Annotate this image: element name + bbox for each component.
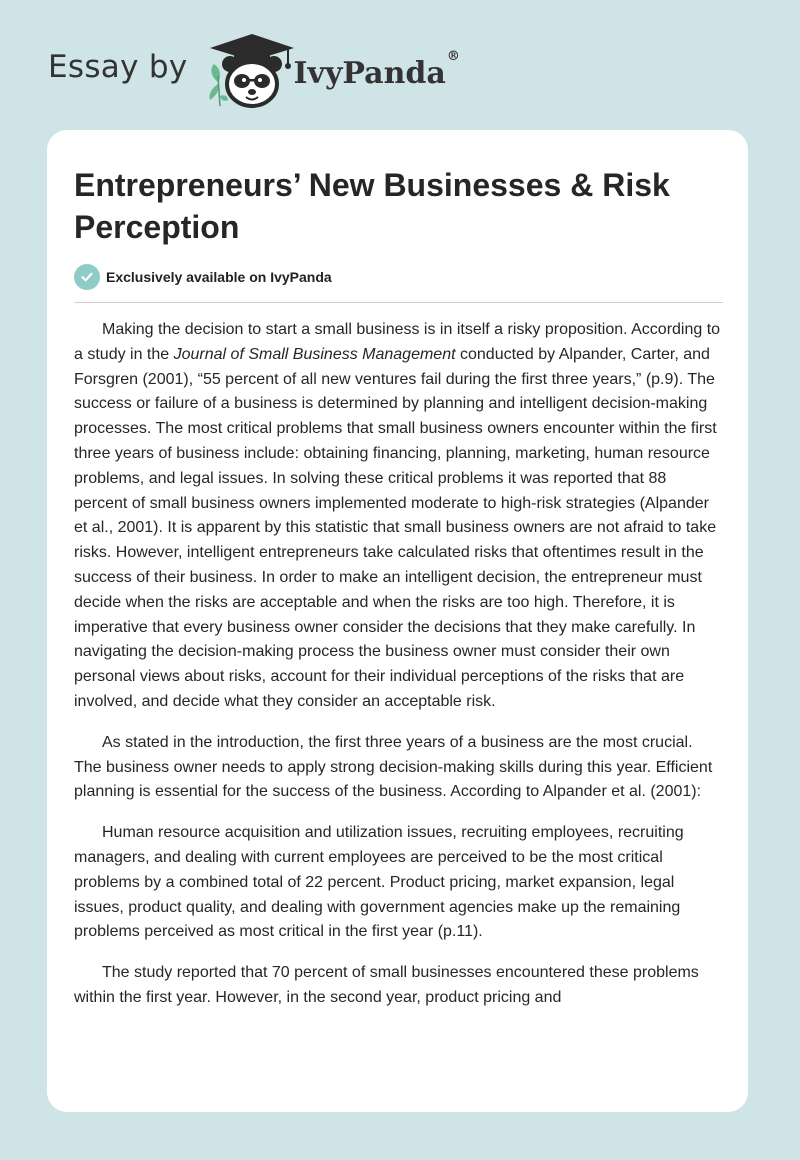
paragraph: The study reported that 70 percent of small businesses encountered these problems within the first year. However, in the second year, product pricing and [74, 964, 699, 1006]
page-title: Entrepreneurs’ New Businesses & Risk Perception [74, 167, 670, 245]
trademark-symbol: ® [446, 48, 460, 64]
brand-logo-text[interactable] [293, 48, 460, 91]
essay-by-label: Essay by [48, 49, 188, 85]
paragraph [74, 318, 724, 715]
check-circle-icon [74, 264, 100, 290]
article-card [47, 130, 748, 1112]
paragraph-text: conducted by Alpander, Carter, and Forsgren (2001), “55 percent of all new ventures fail during the first three years,” (p.9). The success or failure of a business is determined by planning and intelligent decision-making processes. The most critical problems that small business owners encounter within the first three years of business include: obtaining financing, planning, marketing, human resource problems, and legal issues. In solving these critical problems it was reported that 88 percent of small business owners implemented moderate to high-risk strategies (Alpander et al., 2001). It is apparent by this statistic that small business owners are not afraid to take risks. However, intelligent entrepreneurs take calculated risks that oftentimes result in the success of their business. In order to make an intelligent decision, the entrepreneur must decide when the risks are acceptable and when the risks are too high. Therefore, it is imperative that every business owner consider the decisions that they make carefully. In navigating the decision-making process the business owner must consider their own personal views about risks, account for their individual perceptions of the risks that are involved, and decide what they consider an acceptable risk. [74, 345, 717, 710]
paragraph: As stated in the introduction, the first three years of a business are the most crucial. The business owner needs to apply strong decision-making skills during this year. Efficient planning is essential for the success of the business. According to Alpander et al. (2001): [74, 733, 713, 801]
title-divider [74, 302, 723, 303]
site-header [48, 30, 460, 110]
journal-title: Journal of Small Business Management [173, 345, 456, 363]
paragraph-text: Making the decision to start a small business is in itself a risky proposition. According to a study in the [74, 321, 721, 363]
brand-name: IvyPanda [293, 55, 446, 91]
block-quote-paragraph: Human resource acquisition and utilization issues, recruiting employees, recruiting managers, and dealing with current employees are perceived to be the most critical problems by a combined total of 22 percent. Product pricing, market expansion, legal issues, product quality, and dealing with government agencies make up the remaining problems perceived as most critical in the first year (p.11). [74, 824, 684, 941]
article-body [74, 318, 724, 1027]
exclusive-badge [74, 264, 332, 290]
panda-graduate-icon[interactable] [204, 30, 296, 110]
exclusive-badge-label: Exclusively available on IvyPanda [106, 269, 332, 285]
